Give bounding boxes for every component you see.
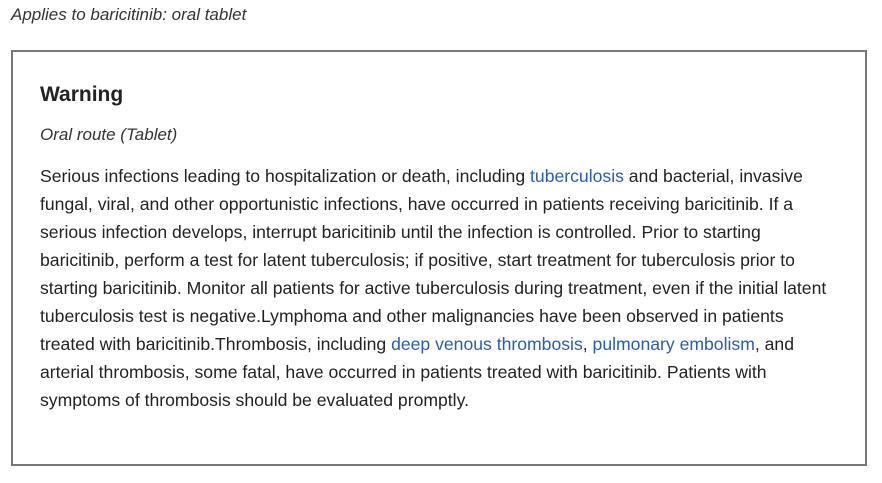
- warning-text-segment: , and arterial thrombosis, some fatal, have occurred in patients treated with baricitinib. Patients with symptoms of thrombosis should be evaluated promptly.: [40, 334, 795, 410]
- tuberculosis-link[interactable]: tuberculosis: [530, 166, 624, 186]
- warning-text-segment: and bacterial, invasive fungal, viral, and other opportunistic infections, have occurred in patients receiving baricitinib. If a serious infection develops, interrupt baricitinib until the infection is controlled. Prior to starting baricitinib, perform a test for latent tuberculosis; if positive, start treatment for tuberculosis prior to starting baricitinib. Monitor all patients for active tuberculosis during treatment, even if the initial latent tuberculosis test is negative.Lymphoma and other malignancies have been observed in patients treated with baricitinib.Thrombosis, including: [40, 166, 827, 354]
- warning-paragraph: [40, 162, 840, 414]
- warning-text-segment: Serious infections leading to hospitalization or death, including: [40, 166, 531, 186]
- deep-venous-thrombosis-link[interactable]: deep venous thrombosis: [391, 334, 583, 354]
- pulmonary-embolism-link[interactable]: pulmonary embolism: [592, 334, 755, 354]
- warning-text-segment: ,: [582, 334, 593, 354]
- applies-to-text: Applies to baricitinib: oral tablet: [11, 5, 247, 24]
- warning-title: Warning: [40, 83, 124, 106]
- warning-box: [11, 50, 867, 466]
- route-text: Oral route (Tablet): [40, 125, 178, 144]
